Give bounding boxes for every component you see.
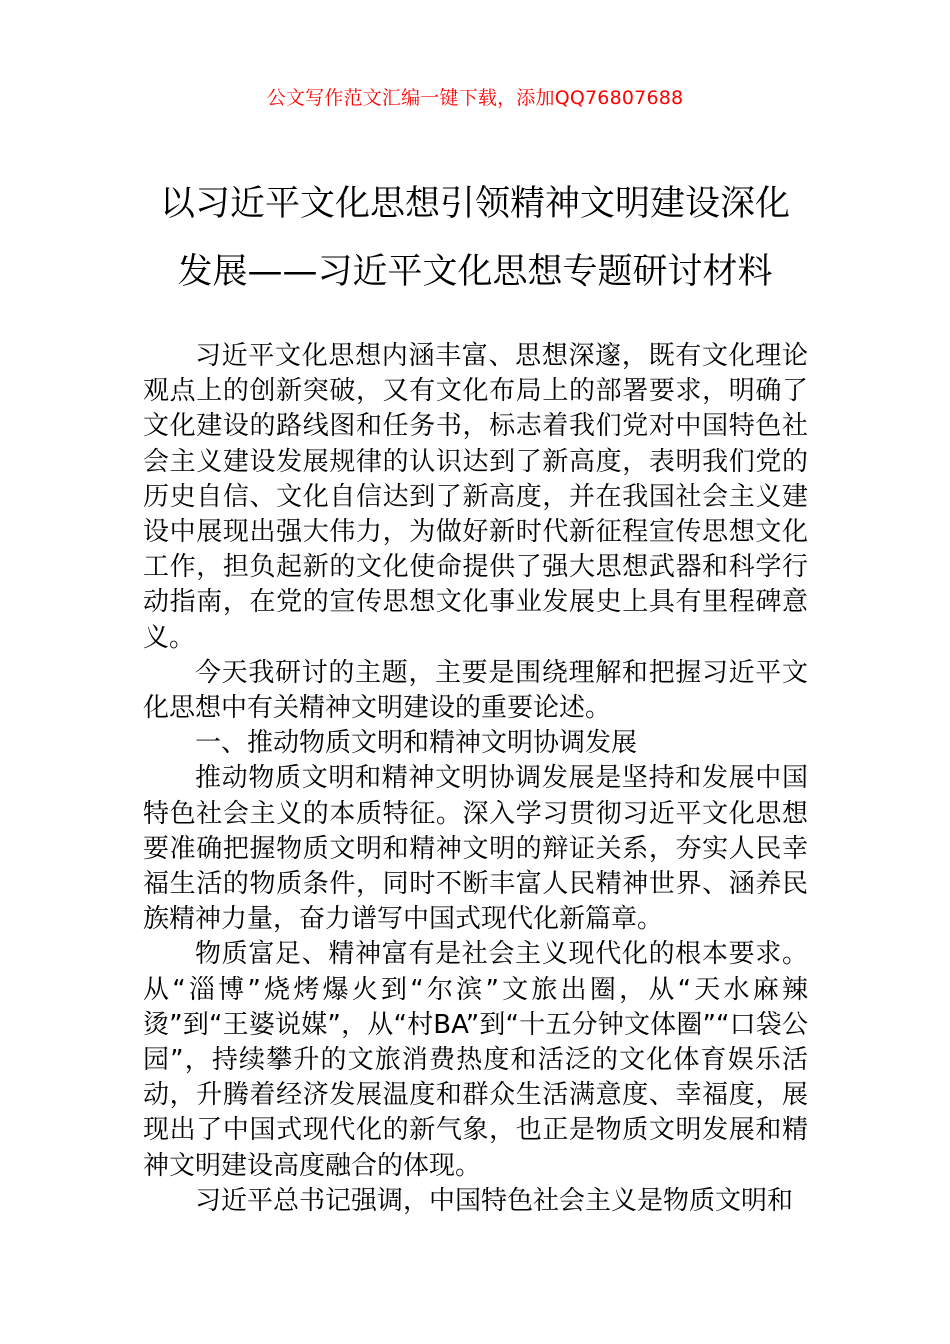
download-banner[interactable]: 公文写作范文汇编一键下载，添加QQ76807688 bbox=[266, 87, 684, 109]
paragraph-quote-start: 习近平总书记强调，中国特色社会主义是物质文明和 bbox=[195, 1185, 794, 1216]
section-heading-1: 一、推动物质文明和精神文明协调发展 bbox=[195, 728, 638, 759]
paragraph-intro: 习近平文化思想内涵丰富、思想深邃，既有文化理论观点上的创新突破，又有文化布局上的部署要求，明确了文化建设的路线图和任务书，标志着我们党对中国特色社会主义建设发展规律的认识达到了新高度，表明我们党的历史自信、文化自信达到了新高度，并在我国社会主义建设中展现出强大伟力，为做好新时代新征程宣传思想文化工作，担负起新的文化使命提供了强大思想武器和科学行动指南，在党的宣传思想文化事业发展史上具有里程碑意义。 bbox=[143, 341, 808, 653]
document-body bbox=[143, 339, 808, 1219]
paragraph-topic: 今天我研讨的主题，主要是围绕理解和把握习近平文化思想中有关精神文明建设的重要论述。 bbox=[143, 657, 808, 724]
paragraph-section-1-body: 推动物质文明和精神文明协调发展是坚持和发展中国特色社会主义的本质特征。深入学习贯彻习近平文化思想要准确把握物质文明和精神文明的辩证关系，夯实人民幸福生活的物质条件，同时不断丰富人民精神世界、涵养民族精神力量，奋力谱写中国式现代化新篇章。 bbox=[143, 763, 808, 935]
paragraph-examples: 物质富足、精神富有是社会主义现代化的根本要求。从“淄博”烧烤爆火到“尔滨”文旅出圈，从“天水麻辣烫”到“王婆说媒”，从“村BA”到“十五分钟文体圈”“口袋公园”，持续攀升的文旅消费热度和活泛的文化体育娱乐活动，升腾着经济发展温度和群众生活满意度、幸福度，展现出了中国式现代化的新气象，也正是物质文明发展和精神文明建设高度融合的体现。 bbox=[143, 939, 808, 1181]
title-line-1: 以习近平文化思想引领精神文明建设深化 bbox=[159, 184, 790, 224]
document-title bbox=[120, 170, 830, 306]
title-line-2: 发展——习近平文化思想专题研讨材料 bbox=[177, 252, 773, 292]
